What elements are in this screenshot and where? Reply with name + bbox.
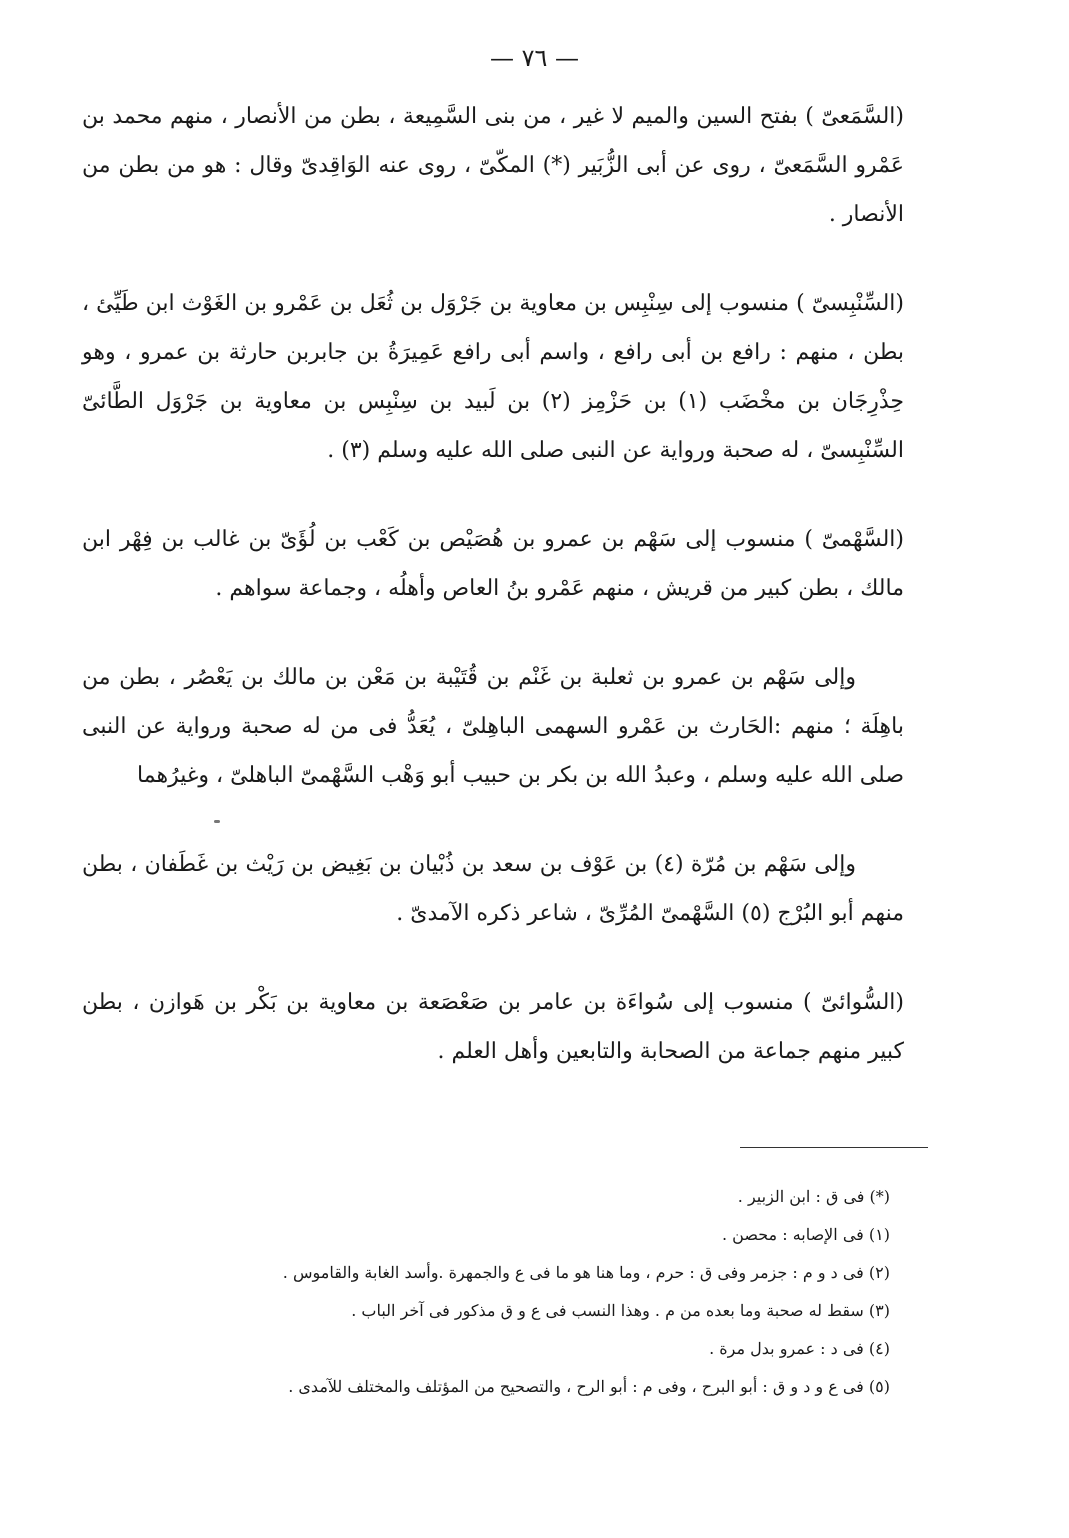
page-number: — ٧٦ — bbox=[489, 44, 580, 72]
footnote-1: (١) فى الإصابه : محصن . bbox=[722, 1225, 890, 1244]
footnote-separator bbox=[740, 1147, 928, 1148]
footnote-2: (٢) فى د و م : جزمر وفى ق : حرم ، وما هنا هو ما فى ع والجمهرة .وأسد الغابة والقاموس . bbox=[282, 1263, 890, 1282]
entry-sinbisi: (السِّنْبِسىّ ) منسوب إلى سِنْبِس بن معاوية بن جَرْوَل بن ثُعَل بن عَمْرو بن الغَوْث ابن طَيِّئ ، بطن ، منهم : رافع بن أبى رافع ، واسم أبى رافع عَمِيرَةُ بن جابربن حارثة بن عمرو ، وهو حِذْرِجَان بن مخْضَب (١) بن حَزْمِز (٢) بن لَبيد بن سِنْبِس بن معاوية بن جَرْوَل الطَّائىّ السِّنْبِسىّ ، له صحبة ورواية عن النبى صلى الله عليه وسلم (٣) . bbox=[82, 291, 904, 463]
entry-sahmi: (السَّهْمىّ ) منسوب إلى سَهْم بن عمرو بن هُصَيْص بن كَعْب بن لُؤَىّ بن غالب بن فِهْر ابن مالك ، بطن كبير من قريش ، منهم عَمْرو بنُ العاص وأهلُه ، وجماعة سواهم . bbox=[82, 527, 904, 601]
entry-samaai: (السَّمَعىّ ) بفتح السين والميم لا غير ، من بنى السَّمِيعة ، بطن من الأنصار ، منهم محمد بن عَمْرو السَّمَعىّ ، روى عن أبى الزُّبَير (*) المكّىّ ، روى عنه الوَاقِدىّ وقال : هو من بطن من الأنصار . bbox=[82, 104, 904, 227]
footnote-3: (٣) سقط له صحبة وما بعده من م . وهذا النسب فى ع و ق مذكور فى آخر الباب . bbox=[351, 1301, 890, 1320]
entry-sahmi-murra: وإلى سَهْم بن مُرّة (٤) بن عَوْف بن سعد بن ذُبْيان بن بَغِيض بن رَيْث بن غَطَفان ، بطن منهم أبو البُرْج (٥) السَّهْمىّ المُرِّىّ ، شاعر ذكره الآمدىّ . bbox=[82, 852, 904, 926]
footnotes bbox=[120, 1178, 890, 1406]
scan-speck bbox=[214, 820, 220, 823]
footnote-5: (٥) فى ع و د و ق : أبو البرح ، وفى م : أبو الرح ، والتصحيح من المؤتلف والمختلف للآمدى . bbox=[288, 1377, 890, 1396]
entry-sahmi-bahila: وإلى سَهْم بن عمرو بن ثعلبة بن غَنْم بن قُتَيْبة بن مَعْن بن مالك بن يَعْصُر ، بطن من باهِلَة ؛ منهم :الحَارث بن عَمْرو السهمى الباهِلىّ ، يُعَدُّ فى من له صحبة ورواية عن النبى صلى الله عليه وسلم ، وعبدُ الله بن بكر بن حبيب أبو وَهْب السَّهْمىّ الباهلىّ ، وغيرُهما bbox=[82, 665, 904, 788]
main-text bbox=[82, 92, 904, 1116]
entry-suwai: (السُّوائىّ ) منسوب إلى سُواءَة بن عامر بن صَعْصَعة بن معاوية بن بَكْر بن هَوازن ، بطن كبير منهم جماعة من الصحابة والتابعين وأهل العلم . bbox=[82, 990, 904, 1064]
footnote-4: (٤) فى د : عمرو بدل مرة . bbox=[709, 1339, 890, 1358]
footnote-star: (*) فى ق : ابن الزبير . bbox=[737, 1187, 890, 1206]
